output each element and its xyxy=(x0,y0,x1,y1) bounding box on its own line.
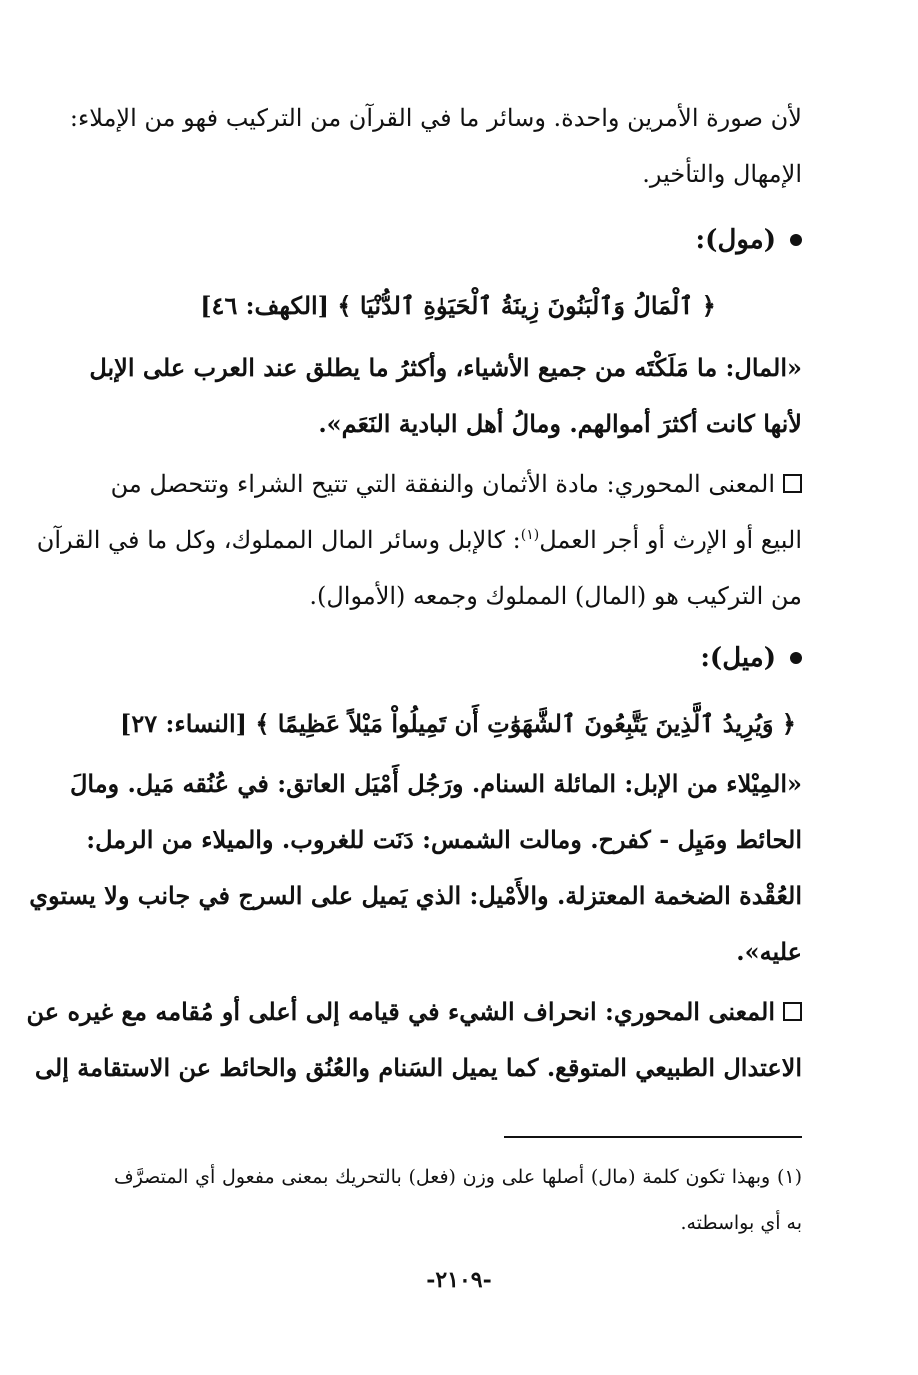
mwl-meaning-line-1 xyxy=(110,462,802,506)
footnote-divider xyxy=(504,1136,802,1138)
bullet-icon xyxy=(790,652,802,664)
myl-quote-line-2: الحائط ومَيِل - كفرح. ومالت الشمس: دَنَت للغروب. والميلاء من الرمل: xyxy=(86,825,802,854)
entry-heading-label: (مول): xyxy=(695,225,776,255)
mwl-meaning-text-2a: البيع أو الإرث أو أجر العمل xyxy=(539,526,802,554)
myl-meaning-line-1 xyxy=(26,990,802,1034)
footnote-line-1: (١) وبهذا تكون كلمة (مال) أصلها على وزن (فعل) بالتحريك بمعنى مفعول أي المتصرَّف xyxy=(114,1166,802,1188)
mwl-meaning-text-1: المعنى المحوري: مادة الأثمان والنفقة التي تتيح الشراء وتتحصل من xyxy=(110,470,775,498)
intro-line-1: لأن صورة الأمرين واحدة. وسائر ما في القرآن من التركيب فهو من الإملاء: xyxy=(69,104,802,132)
quran-verse-nisa: ﴿ وَيُرِيدُ ٱلَّذِينَ يَتَّبِعُونَ ٱلشَّهَوَٰتِ أَن تَمِيلُواْ مَيْلاً عَظِيمًا ﴾ [النساء: ٢٧] xyxy=(120,709,796,738)
footnote-line-2: به أي بواسطته. xyxy=(680,1212,802,1234)
myl-quote-line-4: عليه». xyxy=(736,937,802,966)
entry-heading-mwl xyxy=(696,218,802,262)
myl-quote-line-3: العُقْدة الضخمة المعتزلة. والأَمْيل: الذي يَميل على السرج في جانب ولا يستوي xyxy=(29,881,802,910)
myl-meaning-text-1: المعنى المحوري: انحراف الشيء في قيامه إلى أعلى أو مُقامه مع غيره عن xyxy=(26,997,775,1026)
mwl-quote-line-2: لأنها كانت أكثرَ أموالهم. ومالُ أهل البادية النَعَم». xyxy=(318,409,802,438)
quran-verse-kahf: ﴿ ٱلْمَالُ وَٱلْبَنُونَ زِينَةُ ٱلْحَيَوٰةِ ٱلدُّنْيَا ﴾ [الكهف: ٤٦] xyxy=(200,291,716,320)
bullet-icon xyxy=(790,234,802,246)
myl-quote-line-1: «المِيْلاء من الإبل: المائلة السنام. ورَجُل أَمْيَل العاتق: في عُنُقه مَيل. ومالَ xyxy=(69,769,802,798)
page-number: -٢١٠٩- xyxy=(426,1267,492,1293)
entry-heading-label: (ميل): xyxy=(700,643,776,673)
myl-meaning-line-2: الاعتدال الطبيعي المتوقع. كما يميل السَنام والعُنُق والحائط عن الاستقامة إلى xyxy=(34,1053,802,1082)
mwl-meaning-text-2b: : كالإبل وسائر المال المملوك، وكل ما في القرآن xyxy=(36,526,521,554)
square-box-icon xyxy=(783,1002,802,1021)
entry-heading-myl xyxy=(700,636,802,680)
mwl-meaning-line-3: من التركيب هو (المال) المملوك وجمعه (الأموال). xyxy=(309,582,802,610)
mwl-meaning-line-2 xyxy=(36,518,802,562)
intro-line-2: الإمهال والتأخير. xyxy=(642,160,802,188)
footnote-ref-1[interactable]: (١) xyxy=(520,527,540,543)
square-box-icon xyxy=(783,474,802,493)
mwl-quote-line-1: «المال: ما مَلَكْتَه من جميع الأشياء، وأكثرُ ما يطلق عند العرب على الإبل xyxy=(89,353,802,382)
